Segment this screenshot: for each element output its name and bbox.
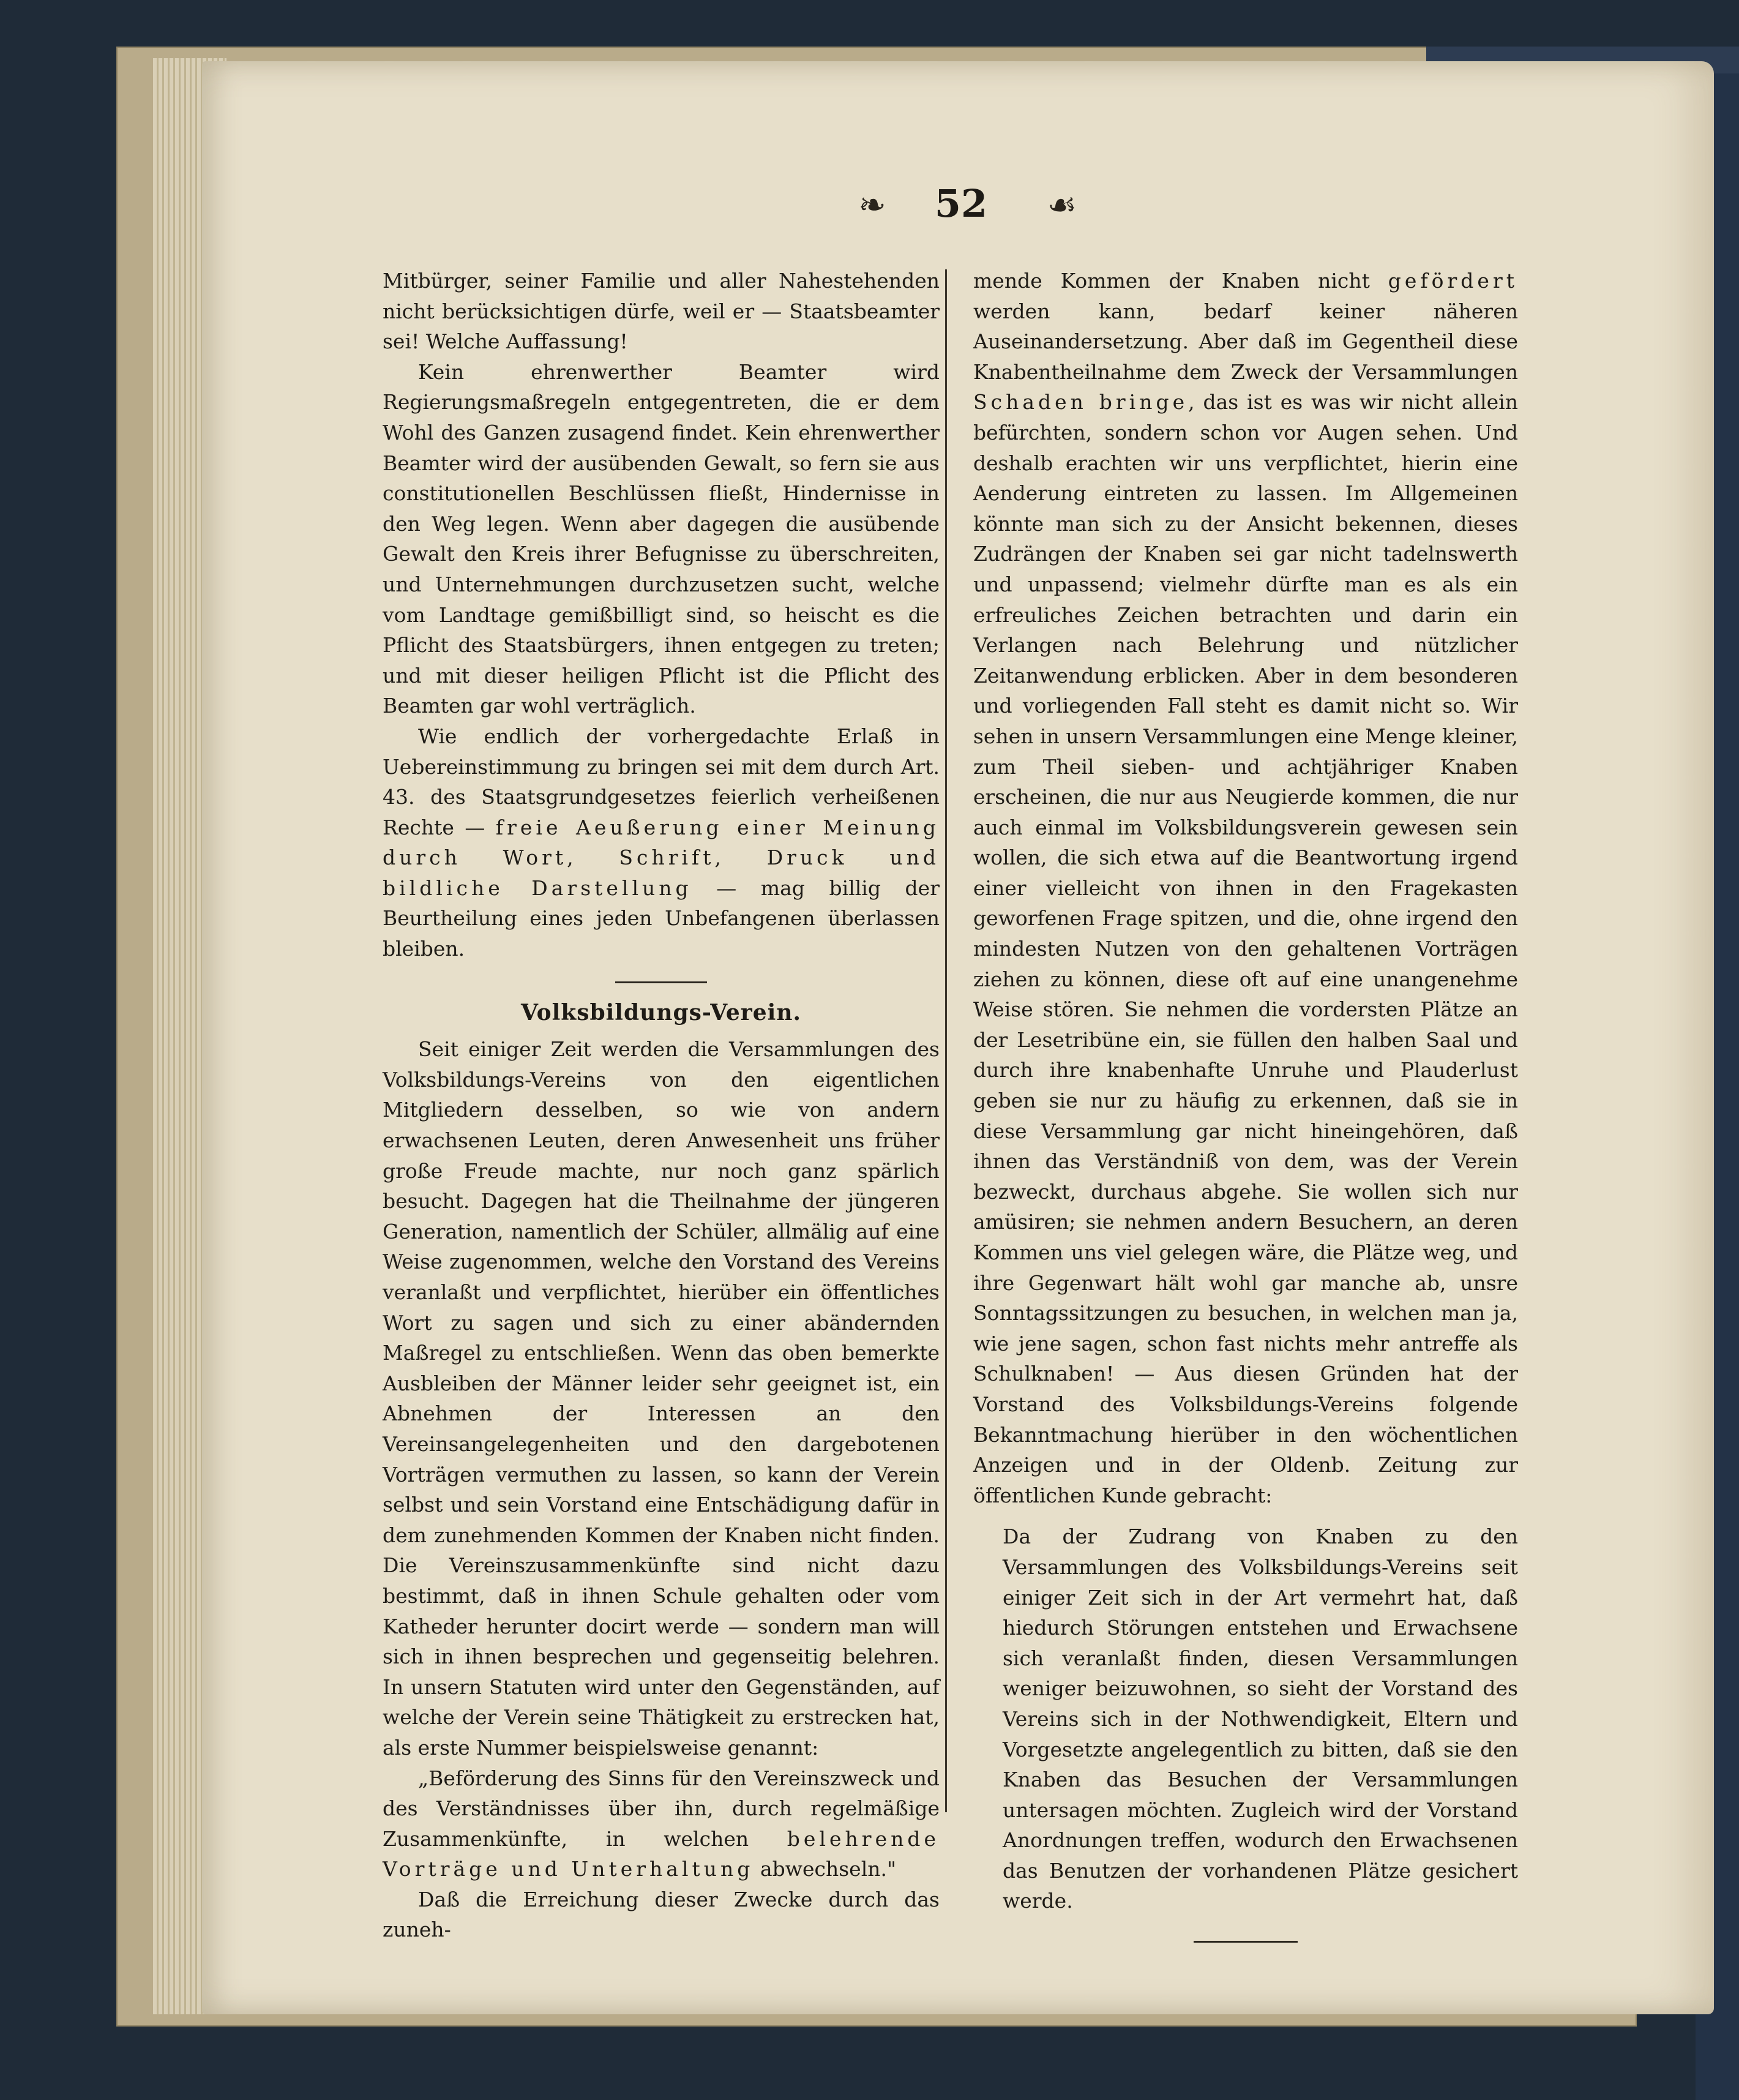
ornament-right-icon: ☙ <box>1047 186 1077 224</box>
end-rule <box>1194 1941 1298 1943</box>
paragraph <box>383 721 940 964</box>
spaced-emphasis: belehrende Vorträge und Unterhaltung <box>383 1826 940 1881</box>
spaced-emphasis: Schaden bringe <box>973 390 1189 414</box>
paragraph: Kein ehrenwerther Beamter wird Regierungsmaßregeln entgegentreten, die er dem Wohl des Ganzen zusagend findet. Kein ehrenwerther Beamter wird der ausübenden Gewalt, so fern sie aus constitutionellen Beschlüssen fließt, Hindernisse in den Weg legen. Wenn aber dagegen die ausübende Gewalt den Kreis ihrer Befugnisse zu überschreiten, und Unternehmungen durchzusetzen sucht, welche vom Landtage gemißbilligt sind, so heischt es die Pflicht des Staatsbürgers, ihnen entgegen zu treten; und mit dieser heiligen Pflicht ist die Pflicht des Beamten gar wohl verträglich. <box>383 359 940 718</box>
text-run: — mag billig der Beurtheilung eines jeden Unbefangenen überlassen bleiben. <box>383 876 940 961</box>
spaced-emphasis: gefördert <box>1388 269 1518 293</box>
paragraph: Mitbürger, seiner Familie und aller Nahestehenden nicht berücksichtigen dürfe, weil er — Staatsbeamter sei! Welche Auffassung! <box>383 269 940 354</box>
ornament-left-icon: ❧ <box>858 186 886 224</box>
spaced-emphasis: freie Aeußerung einer Meinung durch Wort, Schrift, Druck und bildliche Darstellung <box>383 815 940 900</box>
paragraph <box>973 266 1518 1510</box>
text-run: „Beförderung des Sinns für den Vereinszweck und des Verständnisses über ihn, durch regelmäßige Zusammenkünfte, in welchen <box>383 1766 940 1851</box>
section-rule <box>615 981 707 983</box>
quotation <box>383 1763 940 1884</box>
page-number: 52 <box>934 181 988 226</box>
text-run: Wie endlich der vorhergedachte Erlaß in Uebereinstimmung zu bringen sei mit dem durch Art. 43. des Staatsgrundgesetzes feierlich verheißenen Rechte — <box>383 724 940 839</box>
paragraph: Seit einiger Zeit werden die Versammlungen des Volksbildungs-Vereins von den eigentlichen Mitgliedern desselben, so wie von andern erwachsenen Leuten, deren Anwesenheit uns früher große Freude machte, nur noch ganz spärlich besucht. Dagegen hat die Theilnahme der jüngeren Generation, namentlich der Schüler, allmälig auf eine Weise zugenommen, welche den Vorstand des Vereins veranlaßt und verpflichtet, hierüber ein öffentliches Wort zu sagen und sich zu einer abändernden Maßregel zu entschließen. Wenn das oben bemerkte Ausbleiben der Männer leider sehr geeignet ist, ein Abnehmen der Interessen an den Vereinsangelegenheiten und den dargebotenen Vorträgen vermuthen zu lassen, so kann der Verein selbst und sein Vorstand eine Entschädigung dafür in dem zunehmenden Kommen der Knaben nicht finden. Die Vereinszusammenkünfte sind nicht dazu bestimmt, daß in ihnen Schule gehalten oder vom Katheder herunter docirt werde — sondern man will sich in ihnen besprechen und gegenseitig belehren. In unsern Statuten wird unter den Gegenständen, auf welche der Verein seine Thätigkeit zu erstrecken hat, als erste Nummer beispielsweise genannt: <box>383 1037 940 1760</box>
text-run: abwechseln." <box>760 1857 897 1881</box>
text-run: werden kann, bedarf keiner näheren Auseinandersetzung. Aber daß im Gegentheil diese Knabentheilnahme dem Zweck der Versammlungen <box>973 299 1518 384</box>
text-run: , das ist es was wir nicht allein befürchten, sondern schon vor Augen sehen. Und deshalb erachten wir uns verpflichtet, hierin eine Aenderung eintreten zu lassen. Im Allgemeinen könnte man sich zu der Ansicht bekennen, dieses Zudrängen der Knaben sei gar nicht tadelnswerth und unpassend; vielmehr dürfte man es als ein erfreuliches Zeichen betrachten und darin ein Verlangen nach Belehrung und nützlicher Zeitanwendung erblicken. Aber in dem besonderen und vorliegenden Fall steht es damit nicht so. Wir sehen in unsern Versammlungen eine Menge kleiner, zum Theil sieben- und achtjähriger Knaben erscheinen, die nur aus Neugierde kommen, die nur auch einmal im Volksbildungsverein gewesen sein wollen, die sich etwa auf die Beantwortung irgend einer vielleicht von ihnen in den Fragekasten geworfenen Frage spitzen, und die, ohne irgend den mindesten Nutzen von den gehaltenen Vorträgen ziehen zu können, diese oft auf eine unangenehme Weise stören. Sie nehmen die vordersten Plätze an der Lesetribüne ein, sie füllen den halben Saal und durch ihre knabenhafte Unruhe und Plauderlust geben sie nur zu häufig zu erkennen, daß sie in diese Versammlung gar nicht hineingehören, daß ihnen das Verständniß von dem, was der Verein bezweckt, durchaus abgehe. Sie wollen sich nur amüsiren; sie nehmen andern Besuchern, an deren Kommen uns viel gelegen wäre, die Plätze weg, und ihre Gegenwart hält wohl gar manche ab, unsre Sonntagssitzungen zu besuchen, in welchen man ja, wie jene sagen, schon fast nichts mehr antreffe als Schulknaben! — Aus diesen Gründen hat der Vorstand des Volksbildungs-Vereins folgende Bekanntmachung hierüber in den wöchentlichen Anzeigen und in der Oldenb. Zeitung zur öffentlichen Kunde gebracht: <box>973 390 1518 1507</box>
left-column <box>383 266 940 1945</box>
notice-block: Da der Zudrang von Knaben zu den Versammlungen des Volksbildungs-Vereins seit einiger Zeit sich in der Art vermehrt hat, daß hiedurch Störungen entstehen und Erwachsene sich veranlaßt finden, diesen Versammlungen weniger beizuwohnen, so sieht der Vorstand des Vereins sich in der Nothwendigkeit, Eltern und Vorgesetzte angelegentlich zu bitten, daß sie den Knaben das Besuchen der Versammlungen untersagen möchten. Zugleich wird der Vorstand Anordnungen treffen, wodurch den Erwachsenen das Benutzen der vorhandenen Plätze gesichert werde. <box>1003 1524 1518 1913</box>
text-run: mende Kommen der Knaben nicht <box>973 269 1370 293</box>
paragraph: Daß die Erreichung dieser Zwecke durch das zuneh- <box>383 1887 940 1942</box>
column-divider <box>945 269 947 1812</box>
right-column <box>973 266 1518 1943</box>
section-heading: Volksbildungs-Verein. <box>520 999 802 1026</box>
